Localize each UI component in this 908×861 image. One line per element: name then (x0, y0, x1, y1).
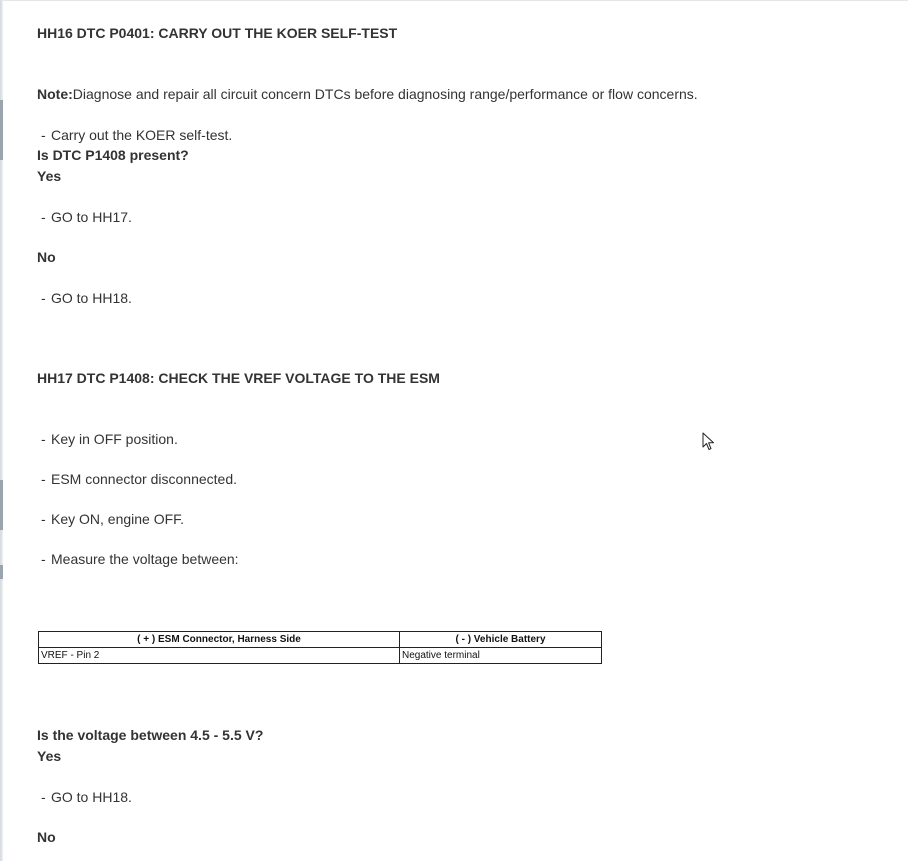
hh17-heading: HH17 DTC P1408: CHECK THE VREF VOLTAGE TO THE ESM (37, 370, 440, 386)
step-text: Key in OFF position. (51, 431, 178, 447)
top-divider (0, 0, 908, 1)
hh16-no-label: No (37, 249, 56, 265)
left-edge-marker (0, 565, 3, 579)
step-text: Key ON, engine OFF. (51, 511, 185, 527)
table-cell: VREF - Pin 2 (39, 648, 400, 664)
table-header-cell: ( + ) ESM Connector, Harness Side (39, 632, 400, 648)
table-row (39, 648, 602, 664)
hh17-yes-label: Yes (37, 748, 62, 764)
hh16-step (37, 126, 232, 144)
hh17-question: Is the voltage between 4.5 - 5.5 V? (37, 727, 264, 743)
table-header-cell: ( - ) Vehicle Battery (400, 632, 602, 648)
hh17-step (37, 550, 239, 568)
left-scroll-edge[interactable] (0, 0, 3, 861)
hh17-step (37, 430, 178, 448)
bullet-dash: - (41, 127, 46, 143)
table-cell: Negative terminal (400, 648, 602, 664)
hh17-step (37, 470, 237, 488)
action-text: GO to HH17. (51, 209, 132, 225)
bullet-dash: - (41, 431, 46, 447)
hh16-yes-label: Yes (37, 168, 62, 184)
bullet-dash: - (41, 471, 46, 487)
left-edge-marker (0, 480, 3, 530)
measurement-table (38, 631, 602, 664)
note-label: Note: (37, 86, 73, 102)
table-header-row (39, 632, 602, 648)
hh16-note (37, 85, 698, 103)
hh17-yes-action (37, 788, 132, 806)
bullet-dash: - (41, 789, 46, 805)
hh16-heading: HH16 DTC P0401: CARRY OUT THE KOER SELF-TEST (37, 25, 398, 41)
step-text: Carry out the KOER self-test. (51, 127, 233, 143)
step-text: ESM connector disconnected. (51, 471, 237, 487)
hh16-yes-action (37, 208, 132, 226)
left-edge-marker (0, 100, 3, 160)
bullet-dash: - (41, 551, 46, 567)
bullet-dash: - (41, 290, 46, 306)
note-text: Diagnose and repair all circuit concern DTCs before diagnosing range/performance or flow concerns. (72, 86, 698, 102)
mouse-pointer-icon (702, 432, 716, 452)
hh17-step (37, 510, 184, 528)
bullet-dash: - (41, 511, 46, 527)
action-text: GO to HH18. (51, 290, 132, 306)
hh16-question: Is DTC P1408 present? (37, 147, 189, 163)
action-text: GO to HH18. (51, 789, 132, 805)
bullet-dash: - (41, 209, 46, 225)
step-text: Measure the voltage between: (51, 551, 239, 567)
hh17-no-label: No (37, 829, 56, 845)
hh16-no-action (37, 289, 132, 307)
